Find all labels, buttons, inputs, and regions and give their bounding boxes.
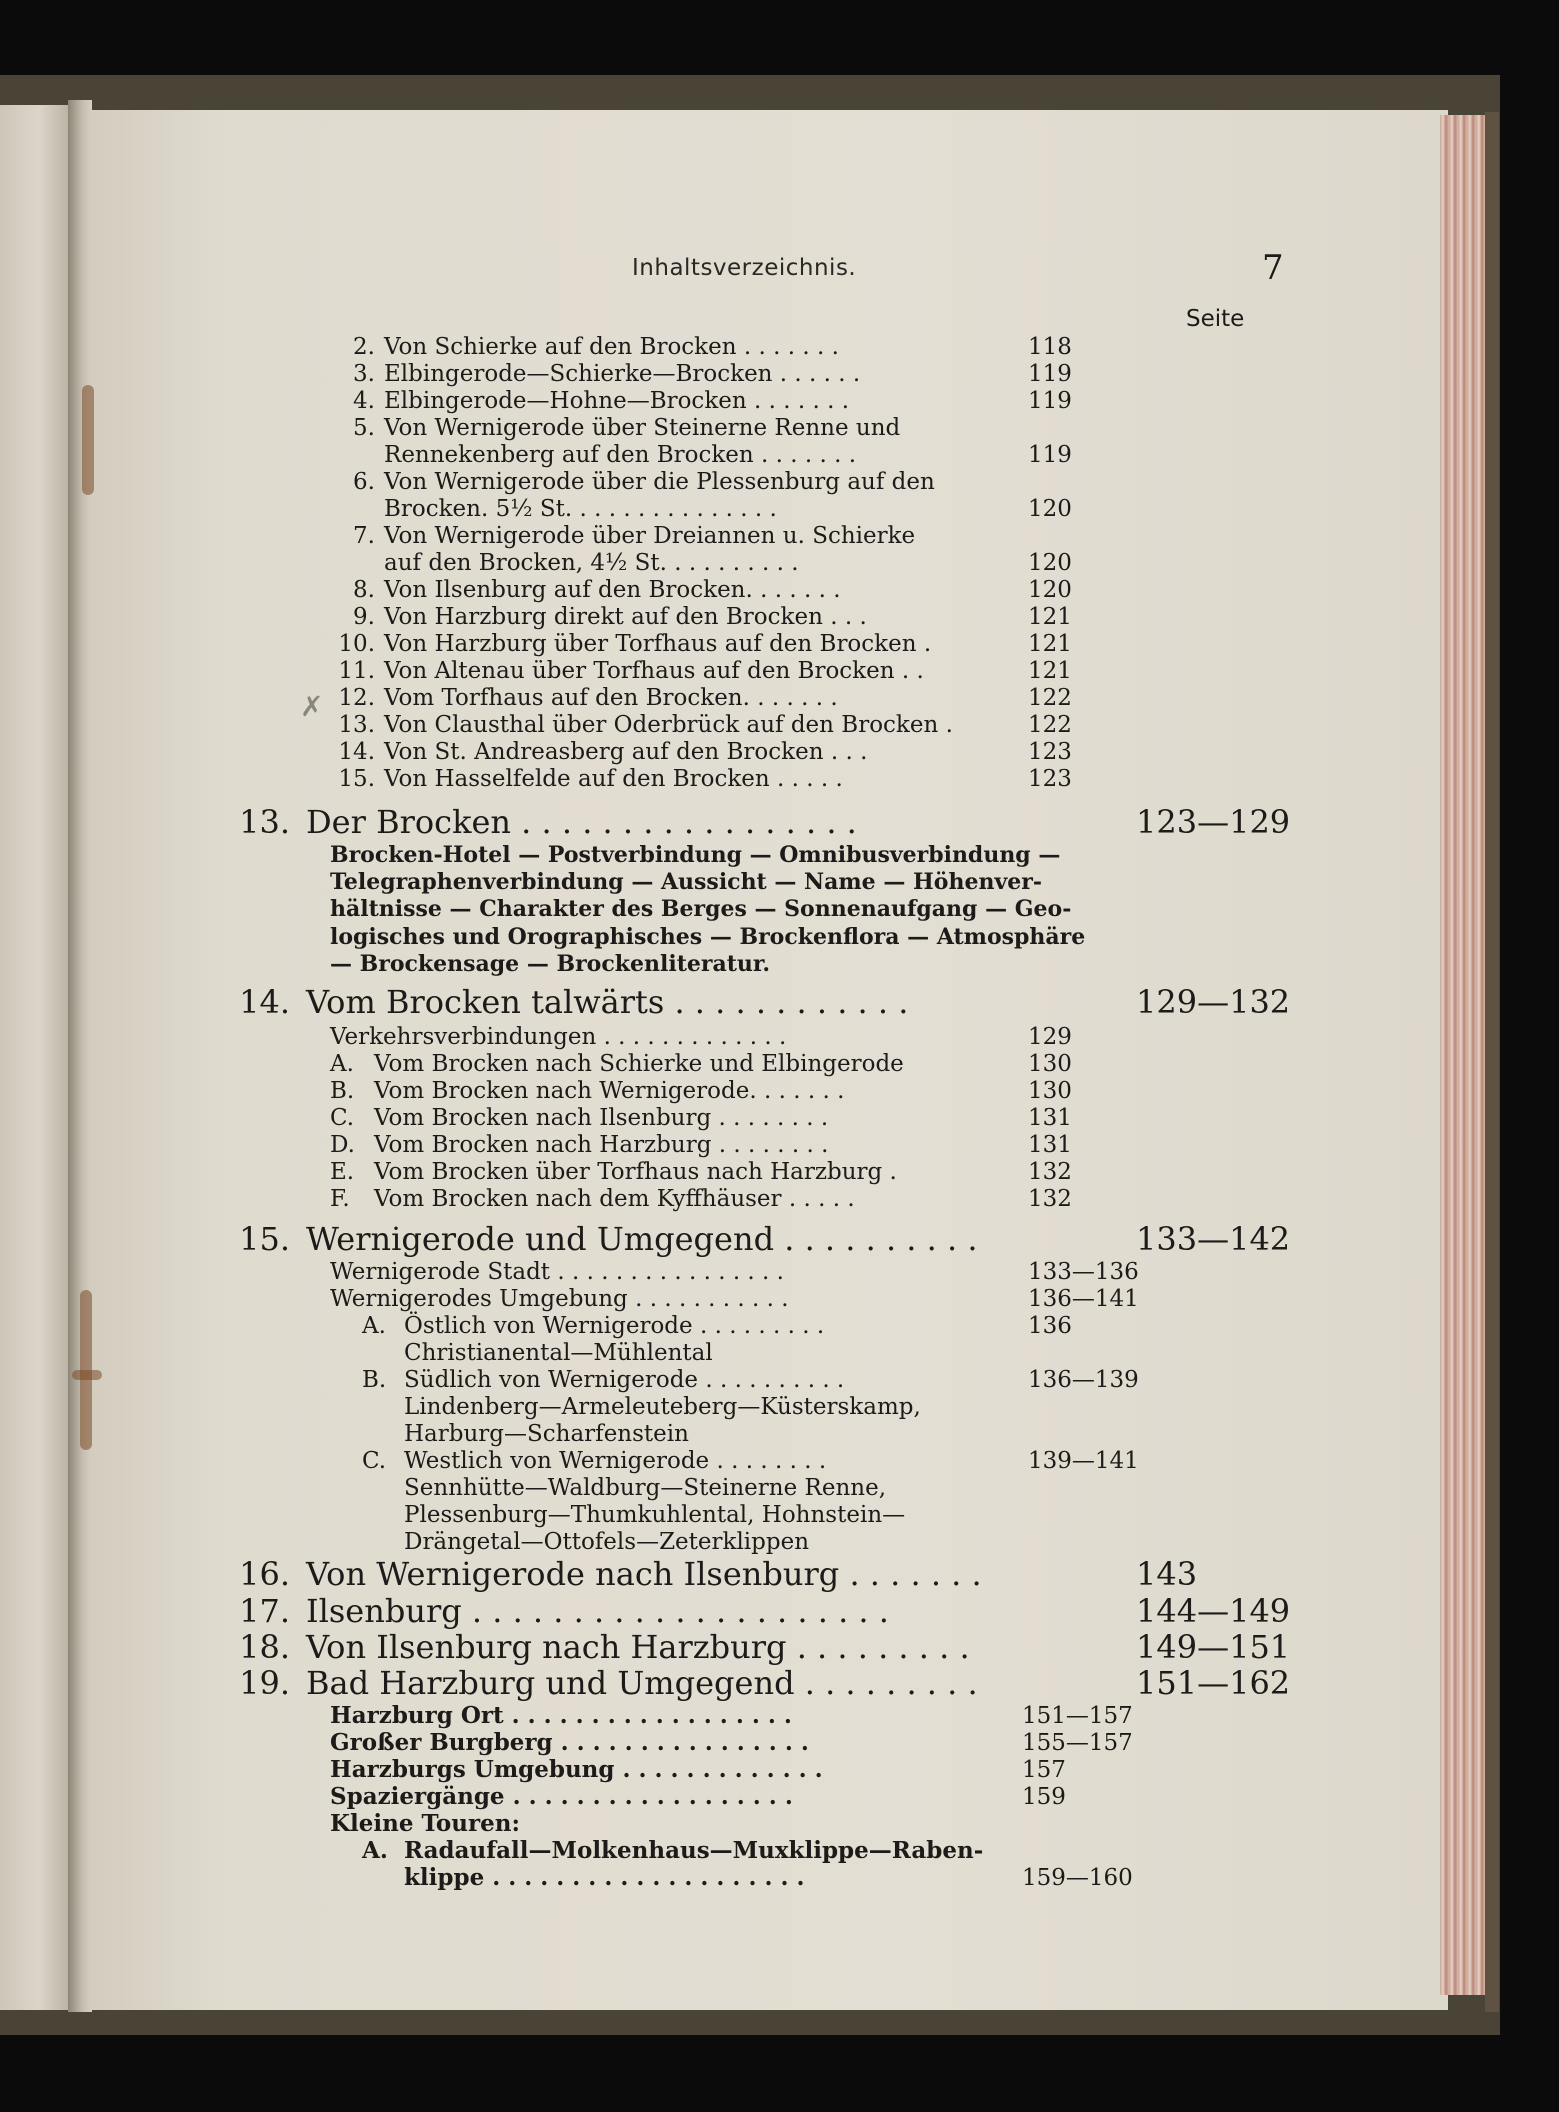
toc-entry: 15. Von Hasselfelde auf den Brocken . . . . . 123 — [338, 766, 1072, 792]
page-number: 7 — [1262, 248, 1284, 288]
toc-subentry: C. Vom Brocken nach Ilsenburg . . . . . . . . 131 — [330, 1105, 1072, 1131]
toc-entry: 4. Elbingerode—Hohne—Brocken . . . . . . . 119 — [353, 388, 1072, 414]
toc-subentry: A. Vom Brocken nach Schierke und Elbingerode 130 — [330, 1051, 1072, 1077]
toc-subentry: Harburg—Scharfenstein — [404, 1421, 689, 1447]
toc-entry: 13. Von Clausthal über Oderbrück auf den Brocken . 122 — [338, 712, 1072, 738]
toc-entry: auf den Brocken, 4½ St. . . . . . . . . . 120 — [384, 550, 1072, 576]
toc-subentry: Großer Burgberg . . . . . . . . . . . . . . . . 155—157 — [330, 1729, 1133, 1756]
toc-entry: Brocken. 5½ St. . . . . . . . . . . . . . . 120 — [384, 496, 1072, 522]
pencil-mark-icon: ✗ — [300, 690, 324, 723]
toc-subentry: Wernigerode Stadt . . . . . . . . . . . . . . . . 133—136 — [330, 1259, 1139, 1285]
toc-subentry: Lindenberg—Armeleuteberg—Küsterskamp, — [404, 1394, 921, 1420]
toc-subentry: Wernigerodes Umgebung . . . . . . . . . . . 136—141 — [330, 1286, 1139, 1312]
toc-subentry: D. Vom Brocken nach Harzburg . . . . . . . . 131 — [330, 1132, 1072, 1158]
toc-subentry: Drängetal—Ottofels—Zeterklippen — [404, 1529, 810, 1555]
toc-entry: 14. Von St. Andreasberg auf den Brocken . . . 123 — [338, 739, 1072, 765]
toc-subentry: klippe . . . . . . . . . . . . . . . . . . . . 159—160 — [404, 1864, 1133, 1891]
toc-entry: 11. Von Altenau über Torfhaus auf den Brocken . . 121 — [338, 658, 1072, 684]
toc-subentry: Kleine Touren: — [330, 1810, 520, 1837]
toc-entry: Rennekenberg auf den Brocken . . . . . . . 119 — [384, 442, 1072, 468]
chapter-heading: 19. Bad Harzburg und Umgegend . . . . . . . . . 151—162 — [239, 1664, 1291, 1702]
toc-entry: 10. Von Harzburg über Torfhaus auf den Brocken . 121 — [338, 631, 1072, 657]
toc-subentry: Christianental—Mühlental — [404, 1340, 713, 1366]
toc-subentry: Verkehrsverbindungen . . . . . . . . . . . . . 129 — [330, 1024, 1072, 1050]
toc-entry: 8. Von Ilsenburg auf den Brocken. . . . . . . 120 — [353, 577, 1072, 603]
chapter-description: Brocken-Hotel — Postverbindung — Omnibusverbindung — Telegraphenverbindung — Aussicht — Name — Höhenver- hältnisse — Charakter des Berges — Sonnenaufgang — Geo- logisches und Orographisches — Brockenflora — Atmosphäre — Brockensage — Brockenliteratur. — [330, 842, 1086, 977]
toc-subentry: C. Westlich von Wernigerode . . . . . . . . 139—141 — [362, 1448, 1139, 1474]
running-header: Inhaltsverzeichnis. — [632, 255, 857, 281]
toc-subentry: B. Vom Brocken nach Wernigerode. . . . . . . 130 — [330, 1078, 1072, 1104]
chapter-heading: 17. Ilsenburg . . . . . . . . . . . . . . . . . . . . . 144—149 — [239, 1592, 1291, 1630]
toc-subentry: A. Radaufall—Molkenhaus—Muxklippe—Raben- — [362, 1837, 984, 1864]
toc-entry: 12. Vom Torfhaus auf den Brocken. . . . . . . 122 — [338, 685, 1072, 711]
toc-subentry: A. Östlich von Wernigerode . . . . . . . . . 136 — [362, 1313, 1072, 1339]
toc-entry: 9. Von Harzburg direkt auf den Brocken . . . 121 — [353, 604, 1072, 630]
toc-subentry: B. Südlich von Wernigerode . . . . . . . . . . 136—139 — [362, 1367, 1139, 1393]
toc-entry: 6. Von Wernigerode über die Plessenburg auf den — [353, 469, 935, 495]
toc-subentry: Sennhütte—Waldburg—Steinerne Renne, — [404, 1475, 887, 1501]
toc-subentry: Spaziergänge . . . . . . . . . . . . . . . . . . 159 — [330, 1783, 1066, 1810]
toc-subentry: F. Vom Brocken nach dem Kyffhäuser . . . . . 132 — [330, 1186, 1072, 1212]
toc-entry: 7. Von Wernigerode über Dreiannen u. Schierke — [353, 523, 916, 549]
chapter-heading: 15. Wernigerode und Umgegend . . . . . . . . . . 133—142 — [239, 1220, 1291, 1258]
chapter-heading: 13. Der Brocken . . . . . . . . . . . . . . . . . 123—129 — [239, 803, 1291, 841]
chapter-heading: 18. Von Ilsenburg nach Harzburg . . . . . . . . . 149—151 — [239, 1628, 1291, 1666]
cover-edge — [1485, 112, 1499, 2012]
toc-subentry: Harzburgs Umgebung . . . . . . . . . . . . . 157 — [330, 1756, 1066, 1783]
toc-entry: 5. Von Wernigerode über Steinerne Renne und — [353, 415, 901, 441]
toc-subentry: E. Vom Brocken über Torfhaus nach Harzburg . 132 — [330, 1159, 1072, 1185]
page-edges — [1440, 115, 1490, 1995]
chapter-heading: 14. Vom Brocken talwärts . . . . . . . . . . . . 129—132 — [239, 983, 1291, 1021]
toc-entry: 2. Von Schierke auf den Brocken . . . . . . . 118 — [353, 334, 1072, 360]
chapter-heading: 16. Von Wernigerode nach Ilsenburg . . . . . . . 143 — [239, 1555, 1198, 1593]
toc-subentry: Harzburg Ort . . . . . . . . . . . . . . . . . . 151—157 — [330, 1702, 1133, 1729]
column-label-seite: Seite — [1186, 306, 1245, 332]
toc-subentry: Plessenburg—Thumkuhlental, Hohnstein— — [404, 1502, 906, 1528]
toc-entry: 3. Elbingerode—Schierke—Brocken . . . . . . 119 — [353, 361, 1072, 387]
